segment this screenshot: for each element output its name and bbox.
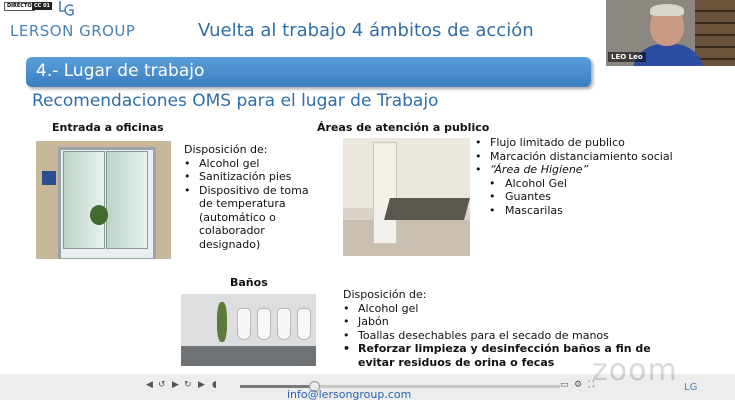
brand-name: LERSON GROUP [10, 22, 136, 40]
list-subitem: • Alcohol Gel [475, 177, 675, 191]
captions-icon[interactable]: ▭ [560, 380, 569, 390]
list-item: • Alcohol gel [343, 302, 663, 316]
zoom-watermark: zoom [592, 353, 678, 388]
list-item: • Dispositivo de toma de temperatura (automático o colaborador designado) [184, 184, 324, 252]
live-badge: DIRECTO [4, 2, 35, 11]
section-title: 4.- Lugar de trabajo [36, 61, 205, 81]
list-item: • Toallas desechables para el secado de manos [343, 329, 663, 343]
list-item: • Flujo limitado de publico [475, 136, 675, 150]
list-subitem: • Mascarilas [475, 204, 675, 218]
slide-title: Vuelta al trabajo 4 ámbitos de acción [198, 20, 534, 41]
heading-entrada: Entrada a oficinas [52, 121, 164, 134]
list-item: • Sanitización pies [184, 170, 324, 184]
settings-icon[interactable]: ⚙ [574, 380, 583, 390]
entrada-intro: Disposición de: [184, 143, 268, 156]
webcam-video[interactable] [606, 0, 735, 66]
next-icon[interactable]: ▶ [198, 380, 205, 390]
entrada-list [184, 143, 324, 251]
contact-email[interactable]: info@lersongroup.com [287, 388, 412, 401]
list-item: • Marcación distanciamiento social [475, 150, 675, 164]
office-entrance-image [36, 141, 171, 259]
slide-subtitle: Recomendaciones OMS para el lugar de Trabajo [32, 91, 439, 111]
banos-intro: Disposición de: [343, 288, 427, 301]
fullscreen-icon[interactable]: ⛶ [588, 380, 595, 390]
list-item: • Jabón [343, 315, 663, 329]
lerson-logo-icon [56, 0, 76, 18]
play-icon[interactable]: ▶ [172, 380, 179, 390]
forward-icon[interactable]: ↻ [184, 380, 192, 390]
bathroom-image [181, 294, 316, 366]
list-item: • Alcohol gel [184, 157, 324, 171]
list-item: • Reforzar limpieza y desinfección baños a fin de evitar residuos de orina o fecas [343, 342, 663, 369]
closed-caption-badge[interactable]: CC 01 [34, 3, 51, 9]
volume-icon[interactable]: ◖ [212, 380, 217, 390]
list-subitem: • Guantes [475, 190, 675, 204]
corner-logo: LG [684, 382, 698, 393]
heading-areas: Áreas de atención a publico [317, 121, 490, 134]
list-item: • “Área de Higiene” [475, 163, 675, 177]
areas-list [475, 136, 675, 217]
heading-banos: Baños [230, 276, 268, 289]
rewind-icon[interactable]: ↺ [158, 380, 166, 390]
reception-area-image [343, 138, 470, 256]
back-icon[interactable]: ◀ [146, 380, 153, 390]
participant-name: LEO Leo [608, 52, 646, 62]
